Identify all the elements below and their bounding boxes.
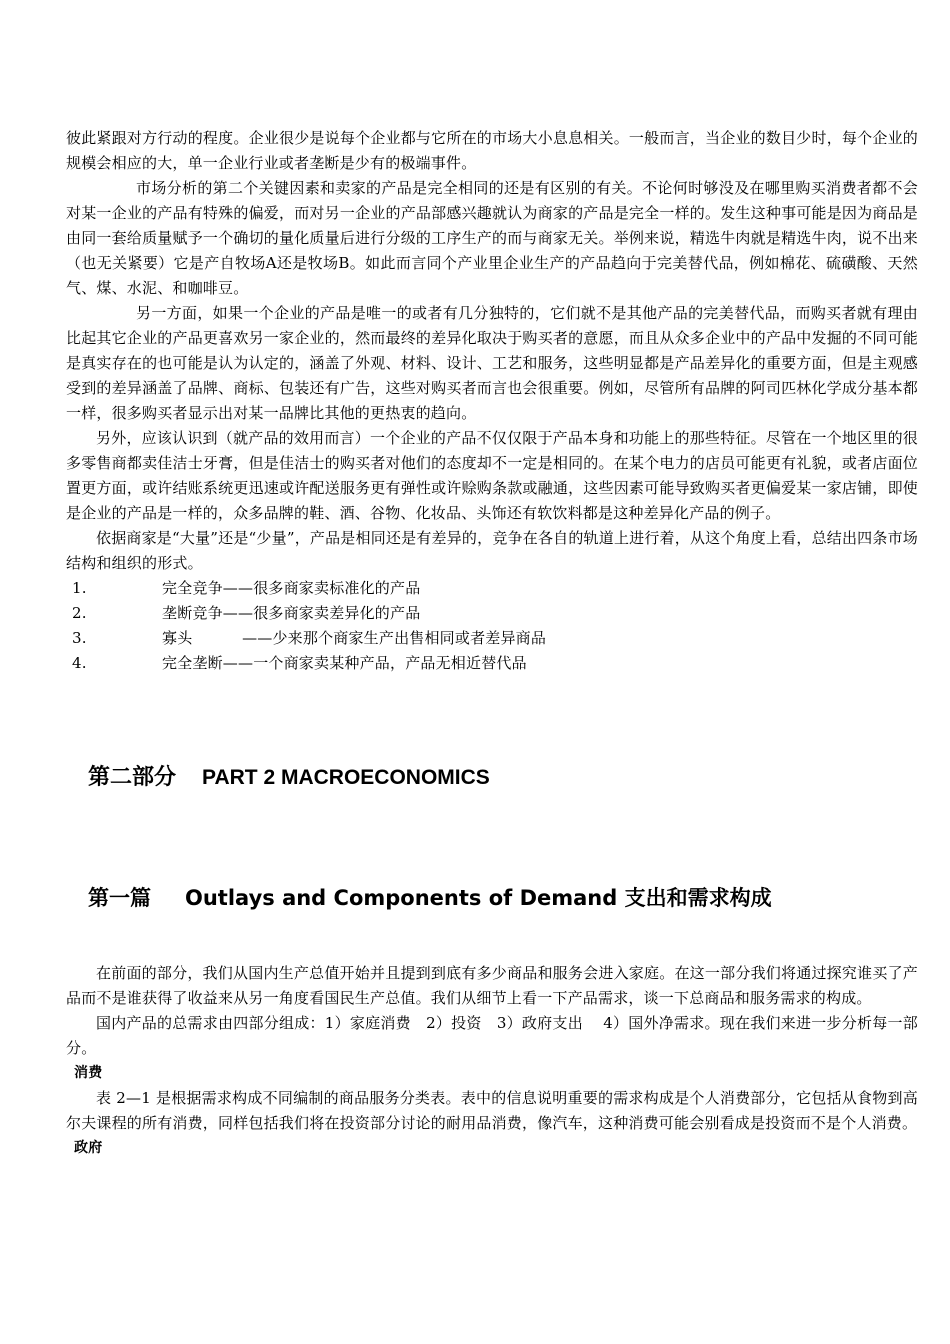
paragraph: 彼此紧跟对方行动的程度。企业很少是说每个企业都与它所在的市场大小息息相关。一般而言，当企业的数目少时，每个企业的规模会相应的大，单一企业行业或者垄断是少有的极端事件。 xyxy=(66,129,918,172)
section-subheading-government: 政府 xyxy=(74,1140,103,1156)
list-text: 完全竞争——很多商家卖标准化的产品 xyxy=(162,579,421,597)
list-item xyxy=(66,651,918,676)
list-text: 垄断竞争——很多商家卖差异化的产品 xyxy=(162,604,421,622)
chapter-heading xyxy=(88,882,772,912)
paragraph: 表 2—1 是根据需求构成不同编制的商品服务分类表。表中的信息说明重要的需求构成是个人消费部分，它包括从食物到高尔夫课程的所有消费，同样包括我们将在投资部分讨论的耐用品消费，像汽车，这种消费可能会别看成是投资而不是个人消费。 xyxy=(66,1089,918,1132)
paragraph: 市场分析的第二个关键因素和卖家的产品是完全相同的还是有区别的有关。不论何时够没及在哪里购买消费者都不会对某一企业的产品有特殊的偏爱，而对另一企业的产品部感兴趣就认为商家的产品是完全一样的。发生这种事可能是因为商品是由同一套给质量赋予一个确切的量化质量后进行分级的工序生产的而与商家无关。举例来说，精选牛肉就是精选牛肉，说不出来（也无关紧要）它是产自牧场A还是牧场B。如此而言同个产业里企业生产的产品趋向于完美替代品，例如棉花、硫磺酸、天然气、煤、水泥、和咖啡豆。 xyxy=(66,179,918,297)
list-item xyxy=(66,576,918,601)
part-heading-cn: 第二部分 xyxy=(88,765,177,790)
bottom-text-block xyxy=(66,961,918,1161)
list-number: 3. xyxy=(72,629,87,647)
part-heading xyxy=(88,760,490,791)
chapter-heading-en: Outlays and Components of Demand 支出和需求构成 xyxy=(185,886,772,910)
list-number: 2. xyxy=(72,604,87,622)
chapter-heading-cn: 第一篇 xyxy=(88,886,151,910)
list-text: 完全垄断——一个商家卖某种产品，产品无相近替代品 xyxy=(162,654,527,672)
section-subheading-consumption: 消费 xyxy=(74,1065,103,1081)
list-item xyxy=(66,601,918,626)
part-heading-en: PART 2 MACROECONOMICS xyxy=(202,766,490,789)
list-text: 寡头 ——少来那个商家生产出售相同或者差异商品 xyxy=(162,629,547,647)
paragraph: 依据商家是“大量”还是“少量”，产品是相同还是有差异的，竞争在各自的轨道上进行着，从这个角度上看，总结出四条市场结构和组织的形式。 xyxy=(66,529,918,572)
paragraph: 国内产品的总需求由四部分组成：1）家庭消费 2）投资 3）政府支出 4）国外净需求。现在我们来进一步分析每一部分。 xyxy=(66,1014,918,1057)
list-item xyxy=(66,626,918,651)
paragraph: 另外，应该认识到（就产品的效用而言）一个企业的产品不仅仅限于产品本身和功能上的那些特征。尽管在一个地区里的很多零售商都卖佳洁士牙膏，但是佳洁士的购买者对他们的态度却不一定是相同的。在某个电力的店员可能更有礼貌，或者店面位置更方面，或许结账系统更迅速或许配送服务更有弹性或许赊购条款或融通，这些因素可能导致购买者更偏爱某一家店铺，即使是企业的产品是一样的，众多品牌的鞋、酒、谷物、化妆品、头饰还有软饮料都是这种差异化产品的例子。 xyxy=(66,429,918,522)
top-text-block xyxy=(66,126,918,676)
market-structure-list xyxy=(66,576,918,676)
list-number: 4. xyxy=(72,654,87,672)
list-number: 1. xyxy=(72,579,87,597)
paragraph: 另一方面，如果一个企业的产品是唯一的或者有几分独特的，它们就不是其他产品的完美替代品，而购买者就有理由比起其它企业的产品更喜欢另一家企业的，然而最终的差异化取决于购买者的意愿，而且从众多企业中的产品中发掘的不同可能是真实存在的也可能是认为认定的，涵盖了外观、材料、设计、工艺和服务，这些明显都是产品差异化的重要方面，但是主观感受到的差异涵盖了品牌、商标、包装还有广告，这些对购买者而言也会很重要。例如，尽管所有品牌的阿司匹林化学成分基本都一样，很多购买者显示出对某一品牌比其他的更热衷的趋向。 xyxy=(66,304,918,422)
paragraph: 在前面的部分，我们从国内生产总值开始并且提到到底有多少商品和服务会进入家庭。在这一部分我们将通过探究谁买了产品而不是谁获得了收益来从另一角度看国民生产总值。我们从细节上看一下产品需求，谈一下总商品和服务需求的构成。 xyxy=(66,964,918,1007)
